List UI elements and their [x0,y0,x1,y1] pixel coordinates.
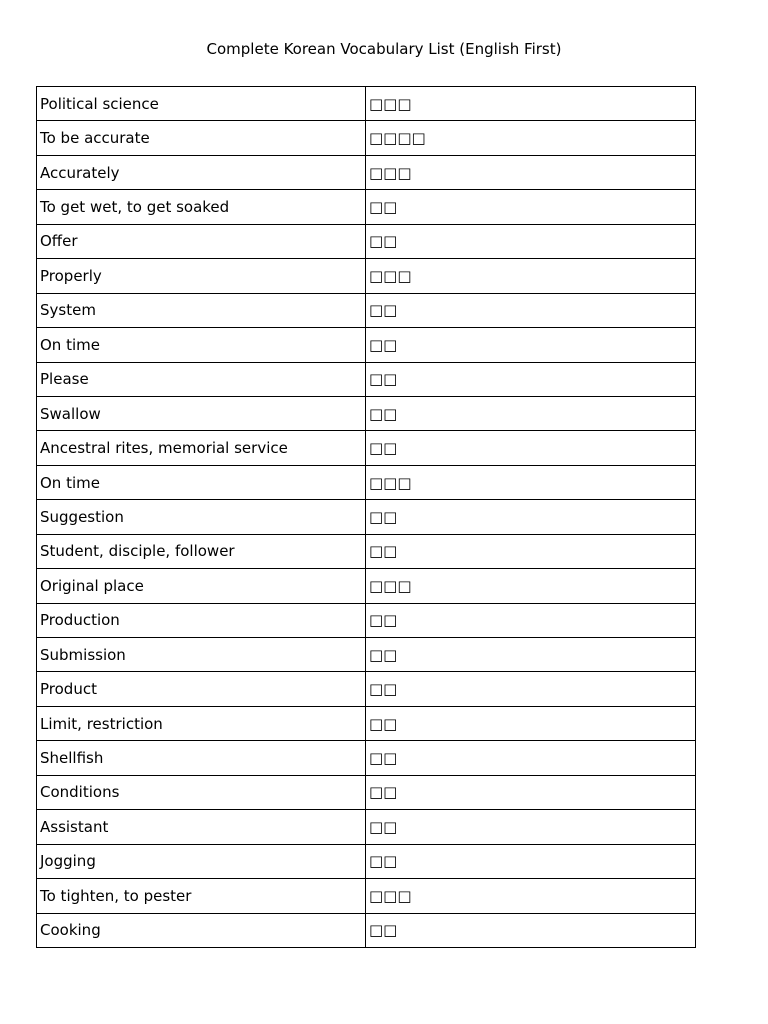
table-row [37,879,696,913]
table-row [37,431,696,465]
table-row [37,569,696,603]
english-term-cell: Shellfish [37,741,366,775]
table-row [37,534,696,568]
table-row [37,362,696,396]
table-row [37,810,696,844]
korean-term-cell: □□□□ [366,121,696,155]
table-row [37,913,696,947]
table-row [37,706,696,740]
table-row [37,844,696,878]
table-row [37,500,696,534]
english-term-cell: Original place [37,569,366,603]
english-term-cell: Production [37,603,366,637]
table-row [37,465,696,499]
korean-term-cell: □□□ [366,259,696,293]
table-row [37,224,696,258]
korean-term-cell: □□ [366,775,696,809]
table-row [37,259,696,293]
korean-term-cell: □□□ [366,87,696,121]
english-term-cell: Properly [37,259,366,293]
english-term-cell: System [37,293,366,327]
table-row [37,155,696,189]
english-term-cell: Submission [37,638,366,672]
korean-term-cell: □□□ [366,879,696,913]
english-term-cell: Ancestral rites, memorial service [37,431,366,465]
english-term-cell: Suggestion [37,500,366,534]
english-term-cell: Offer [37,224,366,258]
korean-term-cell: □□ [366,603,696,637]
page-title: Complete Korean Vocabulary List (English First) [206,40,562,58]
english-term-cell: To be accurate [37,121,366,155]
english-term-cell: On time [37,328,366,362]
english-term-cell: On time [37,465,366,499]
table-row [37,741,696,775]
english-term-cell: To tighten, to pester [37,879,366,913]
english-term-cell: Limit, restriction [37,706,366,740]
table-row [37,328,696,362]
korean-term-cell: □□ [366,810,696,844]
table-row [37,87,696,121]
table-row [37,121,696,155]
korean-term-cell: □□ [366,741,696,775]
english-term-cell: Assistant [37,810,366,844]
korean-term-cell: □□ [366,362,696,396]
english-term-cell: Student, disciple, follower [37,534,366,568]
english-term-cell: Political science [37,87,366,121]
korean-term-cell: □□ [366,913,696,947]
table-row [37,603,696,637]
korean-term-cell: □□□ [366,569,696,603]
english-term-cell: To get wet, to get soaked [37,190,366,224]
korean-term-cell: □□ [366,500,696,534]
english-term-cell: Cooking [37,913,366,947]
korean-term-cell: □□ [366,431,696,465]
table-row [37,293,696,327]
english-term-cell: Jogging [37,844,366,878]
english-term-cell: Accurately [37,155,366,189]
korean-term-cell: □□ [366,328,696,362]
korean-term-cell: □□ [366,396,696,430]
korean-term-cell: □□ [366,293,696,327]
english-term-cell: Conditions [37,775,366,809]
korean-term-cell: □□ [366,638,696,672]
table-row [37,672,696,706]
korean-term-cell: □□ [366,844,696,878]
english-term-cell: Product [37,672,366,706]
korean-term-cell: □□□ [366,155,696,189]
vocabulary-table [36,86,696,948]
table-row [37,775,696,809]
english-term-cell: Please [37,362,366,396]
table-row [37,638,696,672]
korean-term-cell: □□ [366,534,696,568]
table-row [37,190,696,224]
korean-term-cell: □□ [366,672,696,706]
table-row [37,396,696,430]
korean-term-cell: □□ [366,224,696,258]
korean-term-cell: □□□ [366,465,696,499]
english-term-cell: Swallow [37,396,366,430]
korean-term-cell: □□ [366,706,696,740]
korean-term-cell: □□ [366,190,696,224]
vocabulary-table-body [37,87,696,948]
